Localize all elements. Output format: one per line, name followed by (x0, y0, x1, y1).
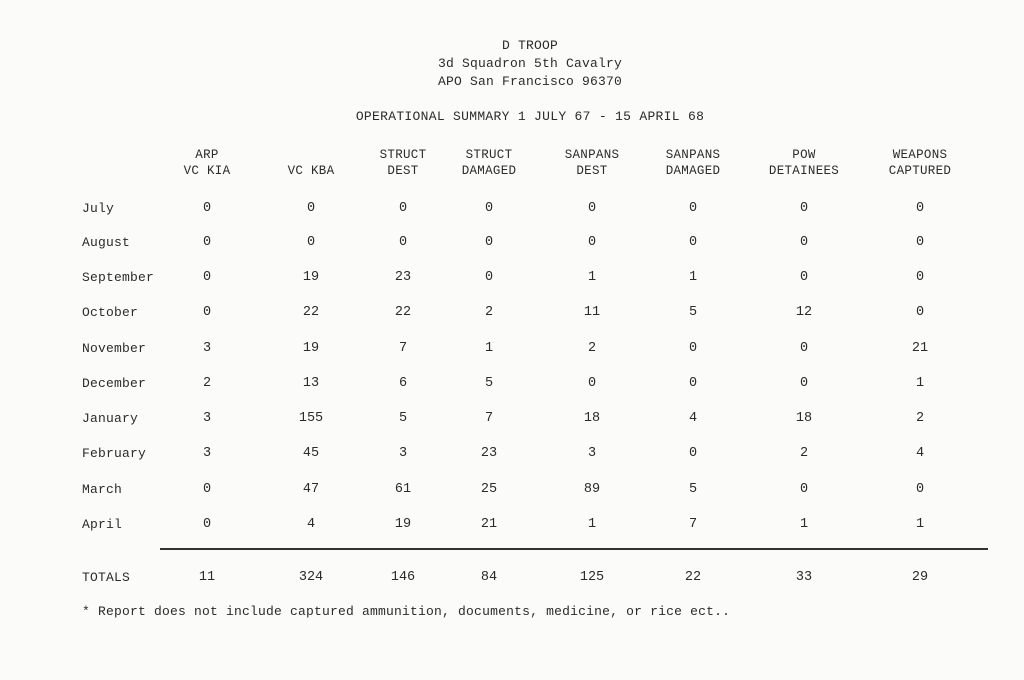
table-row-cell: 0 (202, 270, 212, 285)
column-header-line2: DAMAGED (665, 164, 721, 178)
table-row-cell: 1 (915, 376, 925, 391)
table-row-label: July (82, 201, 115, 216)
totals-row-cell: 146 (390, 570, 416, 585)
table-row-cell: 155 (298, 411, 324, 426)
table-row-cell: 0 (688, 446, 698, 461)
table-row-cell: 2 (587, 341, 597, 356)
table-row-cell: 5 (398, 411, 408, 426)
column-header-line1 (288, 147, 335, 163)
table-row-cell: 5 (484, 376, 494, 391)
table-row-cell: 2 (484, 305, 494, 320)
table-row-cell: 0 (484, 270, 494, 285)
table-row-cell: 0 (202, 235, 212, 250)
table-row-label: April (82, 517, 123, 532)
table-row-label: December (82, 376, 147, 391)
table-row-cell: 4 (688, 411, 698, 426)
table-row-cell: 0 (484, 201, 494, 216)
table-row-cell: 0 (915, 305, 925, 320)
table-row-cell: 61 (394, 482, 412, 497)
table-row-cell: 3 (202, 341, 212, 356)
totals-row-cell: 84 (480, 570, 498, 585)
table-row-label: January (82, 411, 139, 426)
column-header (769, 147, 839, 179)
table-row-cell: 1 (587, 270, 597, 285)
totals-row-label: TOTALS (82, 570, 131, 585)
table-row-cell: 1 (587, 517, 597, 532)
table-row-cell: 0 (799, 235, 809, 250)
column-header-line2: VC KIA (183, 164, 231, 178)
table-row-cell: 47 (302, 482, 320, 497)
totals-row-cell: 29 (911, 570, 929, 585)
table-row-cell: 3 (202, 411, 212, 426)
table-row-cell: 7 (398, 341, 408, 356)
column-header-line1: SANPANS (665, 148, 721, 162)
table-row-cell: 7 (688, 517, 698, 532)
table-row-cell: 0 (688, 201, 698, 216)
table-row-cell: 4 (306, 517, 316, 532)
table-row-cell: 19 (302, 341, 320, 356)
table-row-cell: 12 (795, 305, 813, 320)
column-header-line2: DETAINEES (768, 164, 840, 178)
totals-row-cell: 11 (198, 570, 216, 585)
table-row-cell: 22 (394, 305, 412, 320)
column-header-line1: POW (792, 148, 816, 162)
table-row-cell: 0 (484, 235, 494, 250)
table-row-cell: 18 (795, 411, 813, 426)
table-row-cell: 3 (398, 446, 408, 461)
column-header (462, 147, 517, 179)
table-row-label: October (82, 305, 139, 320)
table-row-cell: 5 (688, 482, 698, 497)
column-header (666, 147, 721, 179)
totals-row-cell: 22 (684, 570, 702, 585)
column-header-line1: STRUCT (465, 148, 513, 162)
table-row-cell: 25 (480, 482, 498, 497)
table-row-cell: 0 (398, 235, 408, 250)
table-row-cell: 1 (915, 517, 925, 532)
table-row-cell: 89 (583, 482, 601, 497)
table-row-cell: 0 (202, 305, 212, 320)
column-header-line2: DEST (576, 164, 608, 178)
column-header (288, 147, 335, 179)
table-row-cell: 0 (202, 201, 212, 216)
totals-row-cell: 125 (579, 570, 605, 585)
column-header (380, 147, 427, 179)
column-header-line1: ARP (195, 148, 219, 162)
column-header (889, 147, 951, 179)
totals-row-cell: 324 (298, 570, 324, 585)
column-header-line2: DEST (387, 164, 419, 178)
table-row-cell: 0 (688, 235, 698, 250)
table-row-cell: 0 (587, 201, 597, 216)
table-row-cell: 0 (915, 482, 925, 497)
table-row-cell: 23 (480, 446, 498, 461)
table-row-label: November (82, 341, 147, 356)
table-row-cell: 3 (202, 446, 212, 461)
table-row-cell: 2 (202, 376, 212, 391)
column-header-line1: STRUCT (379, 148, 427, 162)
table-row-cell: 0 (915, 201, 925, 216)
table-row-cell: 13 (302, 376, 320, 391)
table-row-cell: 0 (306, 235, 316, 250)
column-header-line1: WEAPONS (892, 148, 948, 162)
table-row-cell: 3 (587, 446, 597, 461)
table-row-cell: 22 (302, 305, 320, 320)
table-row-cell: 7 (484, 411, 494, 426)
column-header-line1: SANPANS (564, 148, 620, 162)
table-row-cell: 19 (302, 270, 320, 285)
table-row-cell: 0 (799, 482, 809, 497)
table-row-cell: 0 (587, 376, 597, 391)
table-row-cell: 2 (915, 411, 925, 426)
unit-name: D TROOP (501, 38, 558, 53)
column-header (184, 147, 231, 179)
table-row-cell: 2 (799, 446, 809, 461)
table-row-cell: 0 (587, 235, 597, 250)
table-row-cell: 1 (799, 517, 809, 532)
table-row-cell: 0 (398, 201, 408, 216)
table-row-cell: 4 (915, 446, 925, 461)
table-row-label: August (82, 235, 131, 250)
table-row-cell: 45 (302, 446, 320, 461)
unit-squadron: 3d Squadron 5th Cavalry (437, 56, 623, 71)
table-row-cell: 23 (394, 270, 412, 285)
table-row-cell: 21 (480, 517, 498, 532)
unit-address: APO San Francisco 96370 (437, 74, 623, 89)
column-header-line2: DAMAGED (461, 164, 517, 178)
totals-divider (160, 548, 988, 550)
table-row-cell: 0 (202, 517, 212, 532)
table-row-cell: 0 (799, 270, 809, 285)
table-row-label: February (82, 446, 147, 461)
table-row-cell: 11 (583, 305, 601, 320)
table-row-label: March (82, 482, 123, 497)
table-row-cell: 0 (306, 201, 316, 216)
table-row-cell: 21 (911, 341, 929, 356)
table-row-cell: 1 (484, 341, 494, 356)
table-row-cell: 5 (688, 305, 698, 320)
table-row-cell: 0 (202, 482, 212, 497)
table-row-cell: 1 (688, 270, 698, 285)
table-row-cell: 0 (799, 341, 809, 356)
table-row-cell: 0 (688, 341, 698, 356)
table-row-cell: 18 (583, 411, 601, 426)
totals-row-cell: 33 (795, 570, 813, 585)
table-row-label: September (82, 270, 155, 285)
table-row-cell: 0 (915, 235, 925, 250)
table-row-cell: 0 (799, 201, 809, 216)
column-header-line2: CAPTURED (888, 164, 952, 178)
column-header (565, 147, 620, 179)
table-row-cell: 0 (799, 376, 809, 391)
footnote: * Report does not include captured ammunition, documents, medicine, or rice ect.. (82, 604, 731, 619)
column-header-line2: VC KBA (287, 164, 335, 178)
table-row-cell: 19 (394, 517, 412, 532)
table-row-cell: 0 (688, 376, 698, 391)
summary-title: OPERATIONAL SUMMARY 1 JULY 67 - 15 APRIL 68 (355, 109, 705, 124)
table-row-cell: 6 (398, 376, 408, 391)
table-row-cell: 0 (915, 270, 925, 285)
